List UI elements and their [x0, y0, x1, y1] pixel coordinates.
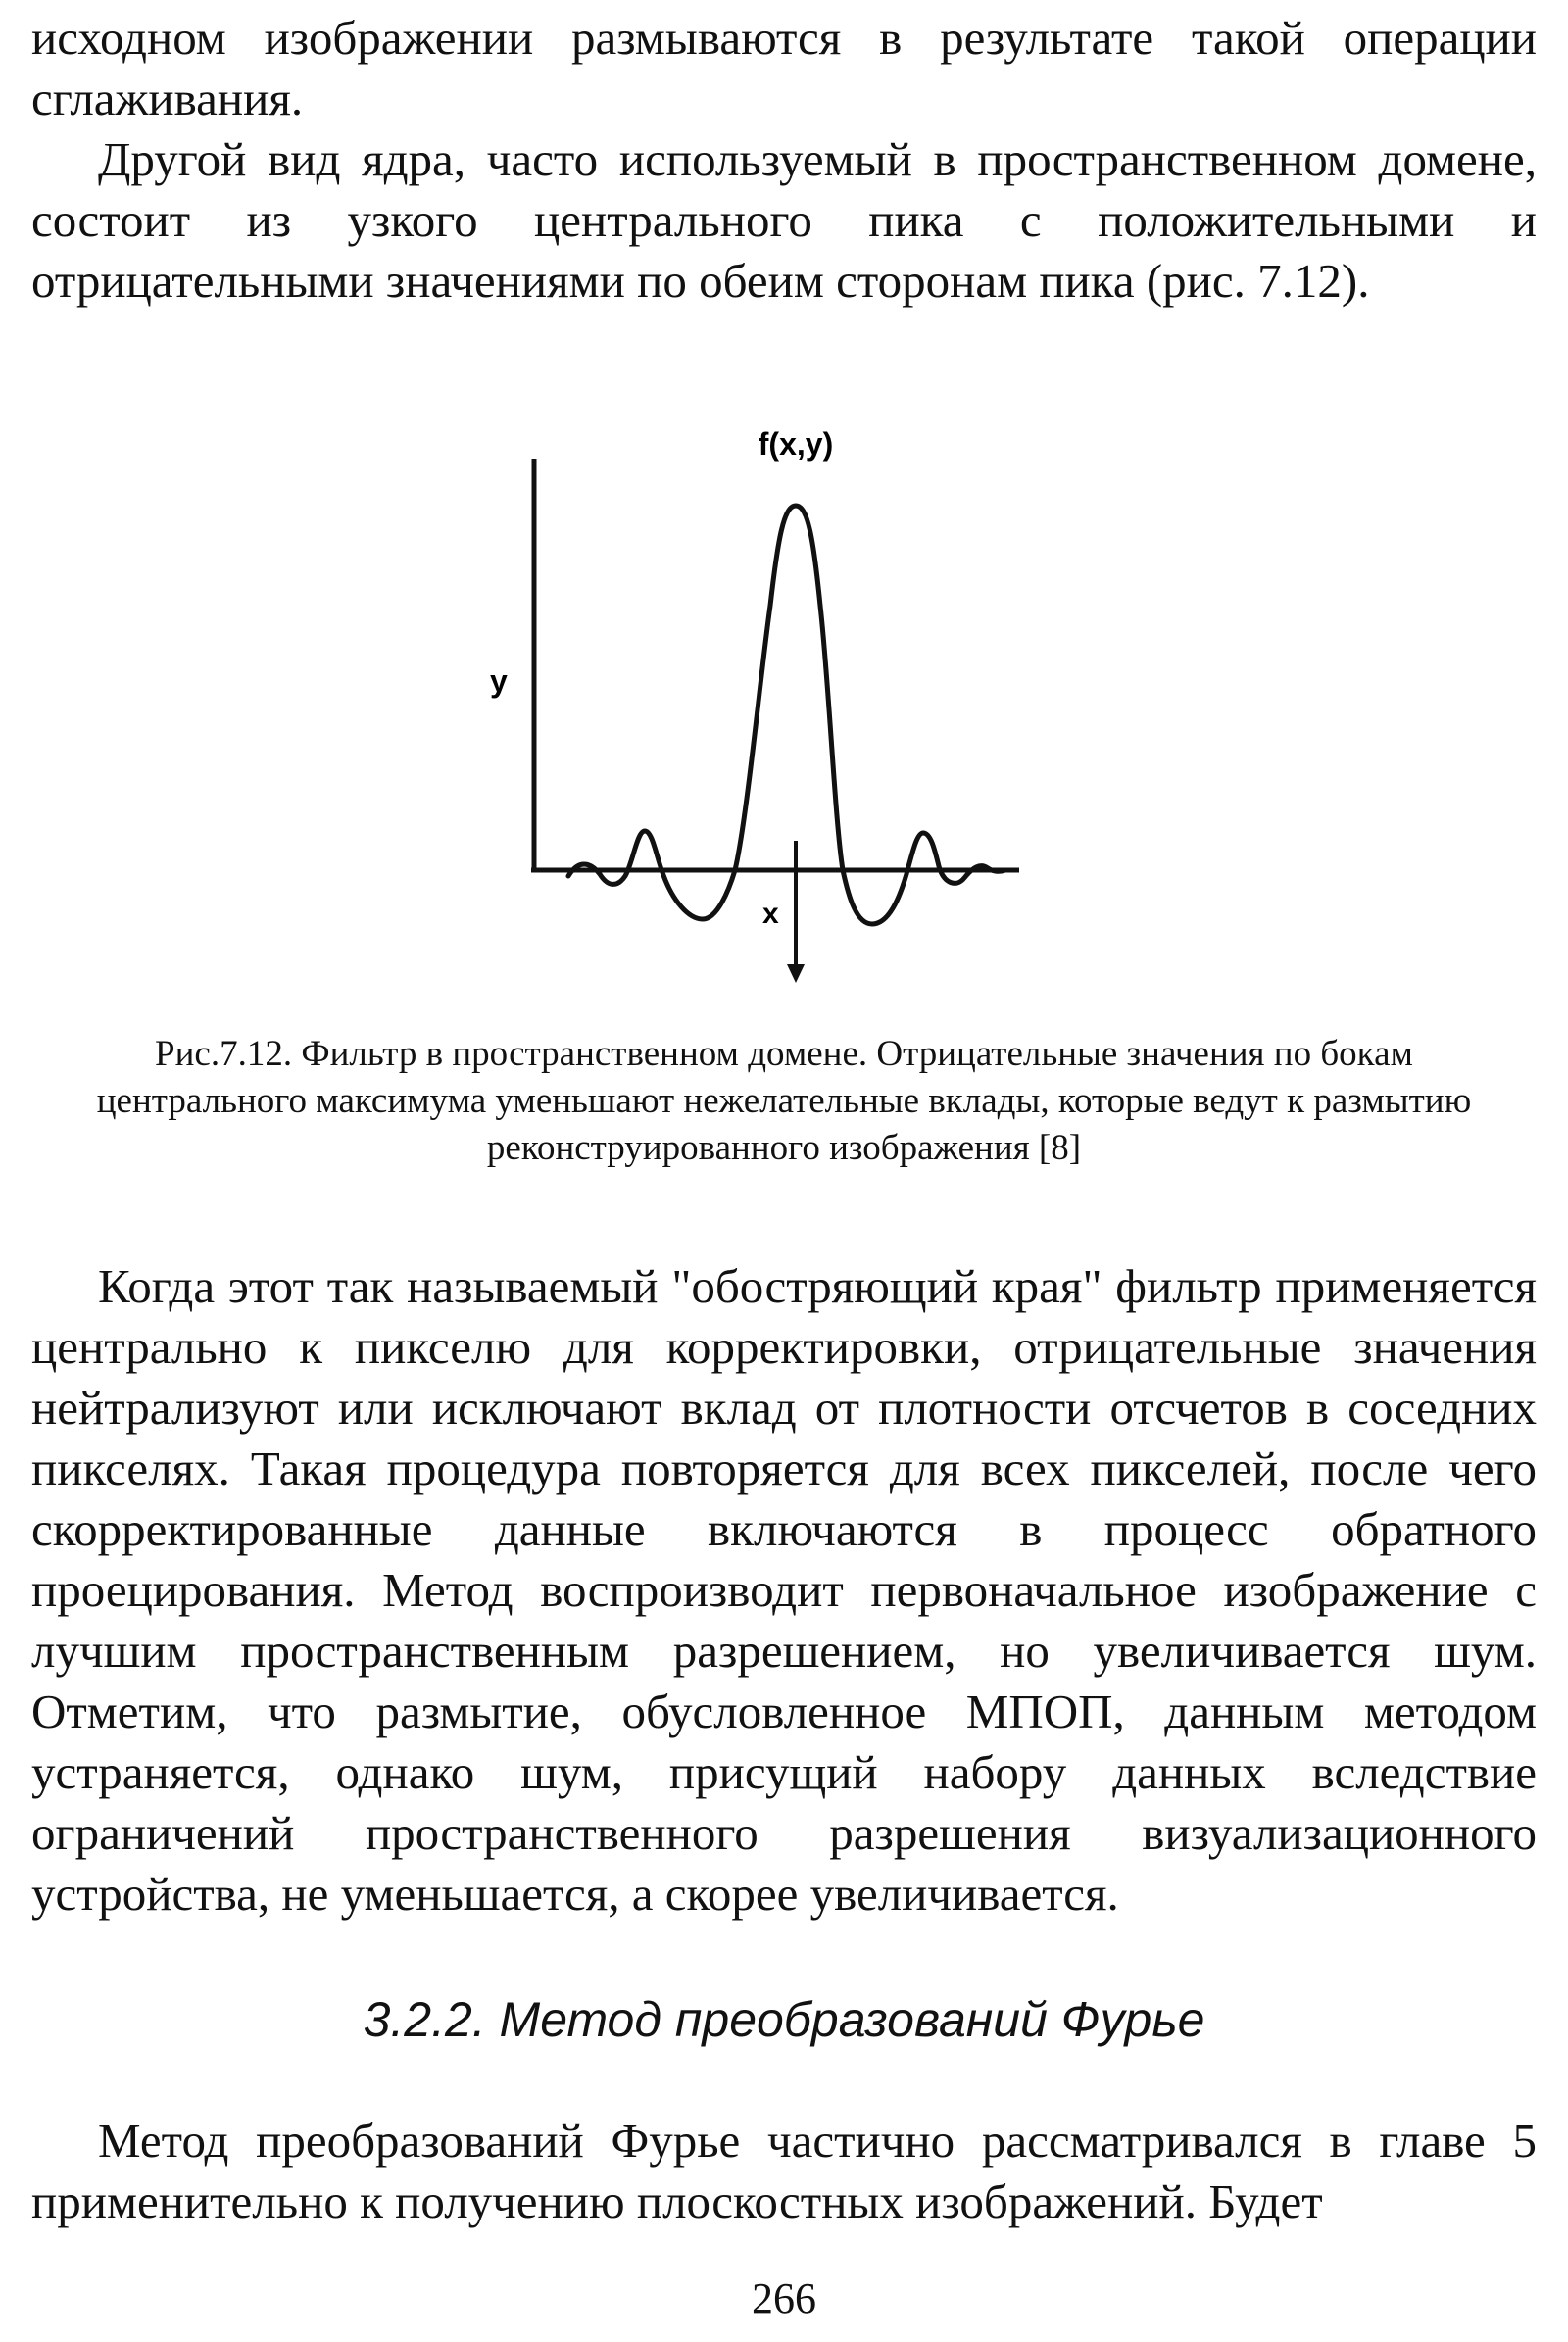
filter-figure: [470, 410, 1039, 988]
center-axis-arrow: [787, 964, 805, 983]
section-heading: 3.2.2. Метод преобразований Фурье: [363, 1992, 1205, 2047]
page-number: 266: [752, 2274, 816, 2322]
filter-curve: [568, 506, 1005, 924]
label-x: x: [762, 898, 779, 930]
paragraph-4: Метод преобразований Фурье частично рассматривался в главе 5 применительно к получению плоскостных изображений. Будет: [31, 2114, 1537, 2228]
filter-diagram: [470, 410, 1039, 988]
figure-caption: Рис.7.12. Фильтр в пространственном домене. Отрицательные значения по бокам центрального максимума уменьшают нежелательные вклады, которые ведут к размытию реконструированного изображения [8]: [96, 1034, 1472, 1168]
paragraph-3: Когда этот так называемый "обостряющий края" фильтр применяется центрально к пикселю для корректировки, отрицательные значения нейтрализуют или исключают вклад от плотности отсчетов в соседних пикселях. Такая процедура повторяется для всех пикселей, после чего скорректированные данные включаются в процесс обратного проецирования. Метод воспроизводит первоначальное изображение с лучшим пространственным разрешением, но увеличивается шум. Отметим, что размытие, обусловленное МПОП, данным методом устраняется, однако шум, присущий набору данных вследствие ограничений пространственного разрешения визуализационного устройства, не уменьшается, а скорее увеличивается.: [31, 1259, 1537, 1921]
paragraph-1: исходном изображении размываются в результате такой операции сглаживания.: [31, 11, 1537, 125]
paragraph-2: Другой вид ядра, часто используемый в пространственном домене, состоит из узкого центрального пика с положительными и отрицательными значениями по обеим сторонам пика (рис. 7.12).: [31, 132, 1537, 308]
label-f: f(x,y): [758, 426, 834, 462]
label-y: y: [490, 663, 508, 699]
